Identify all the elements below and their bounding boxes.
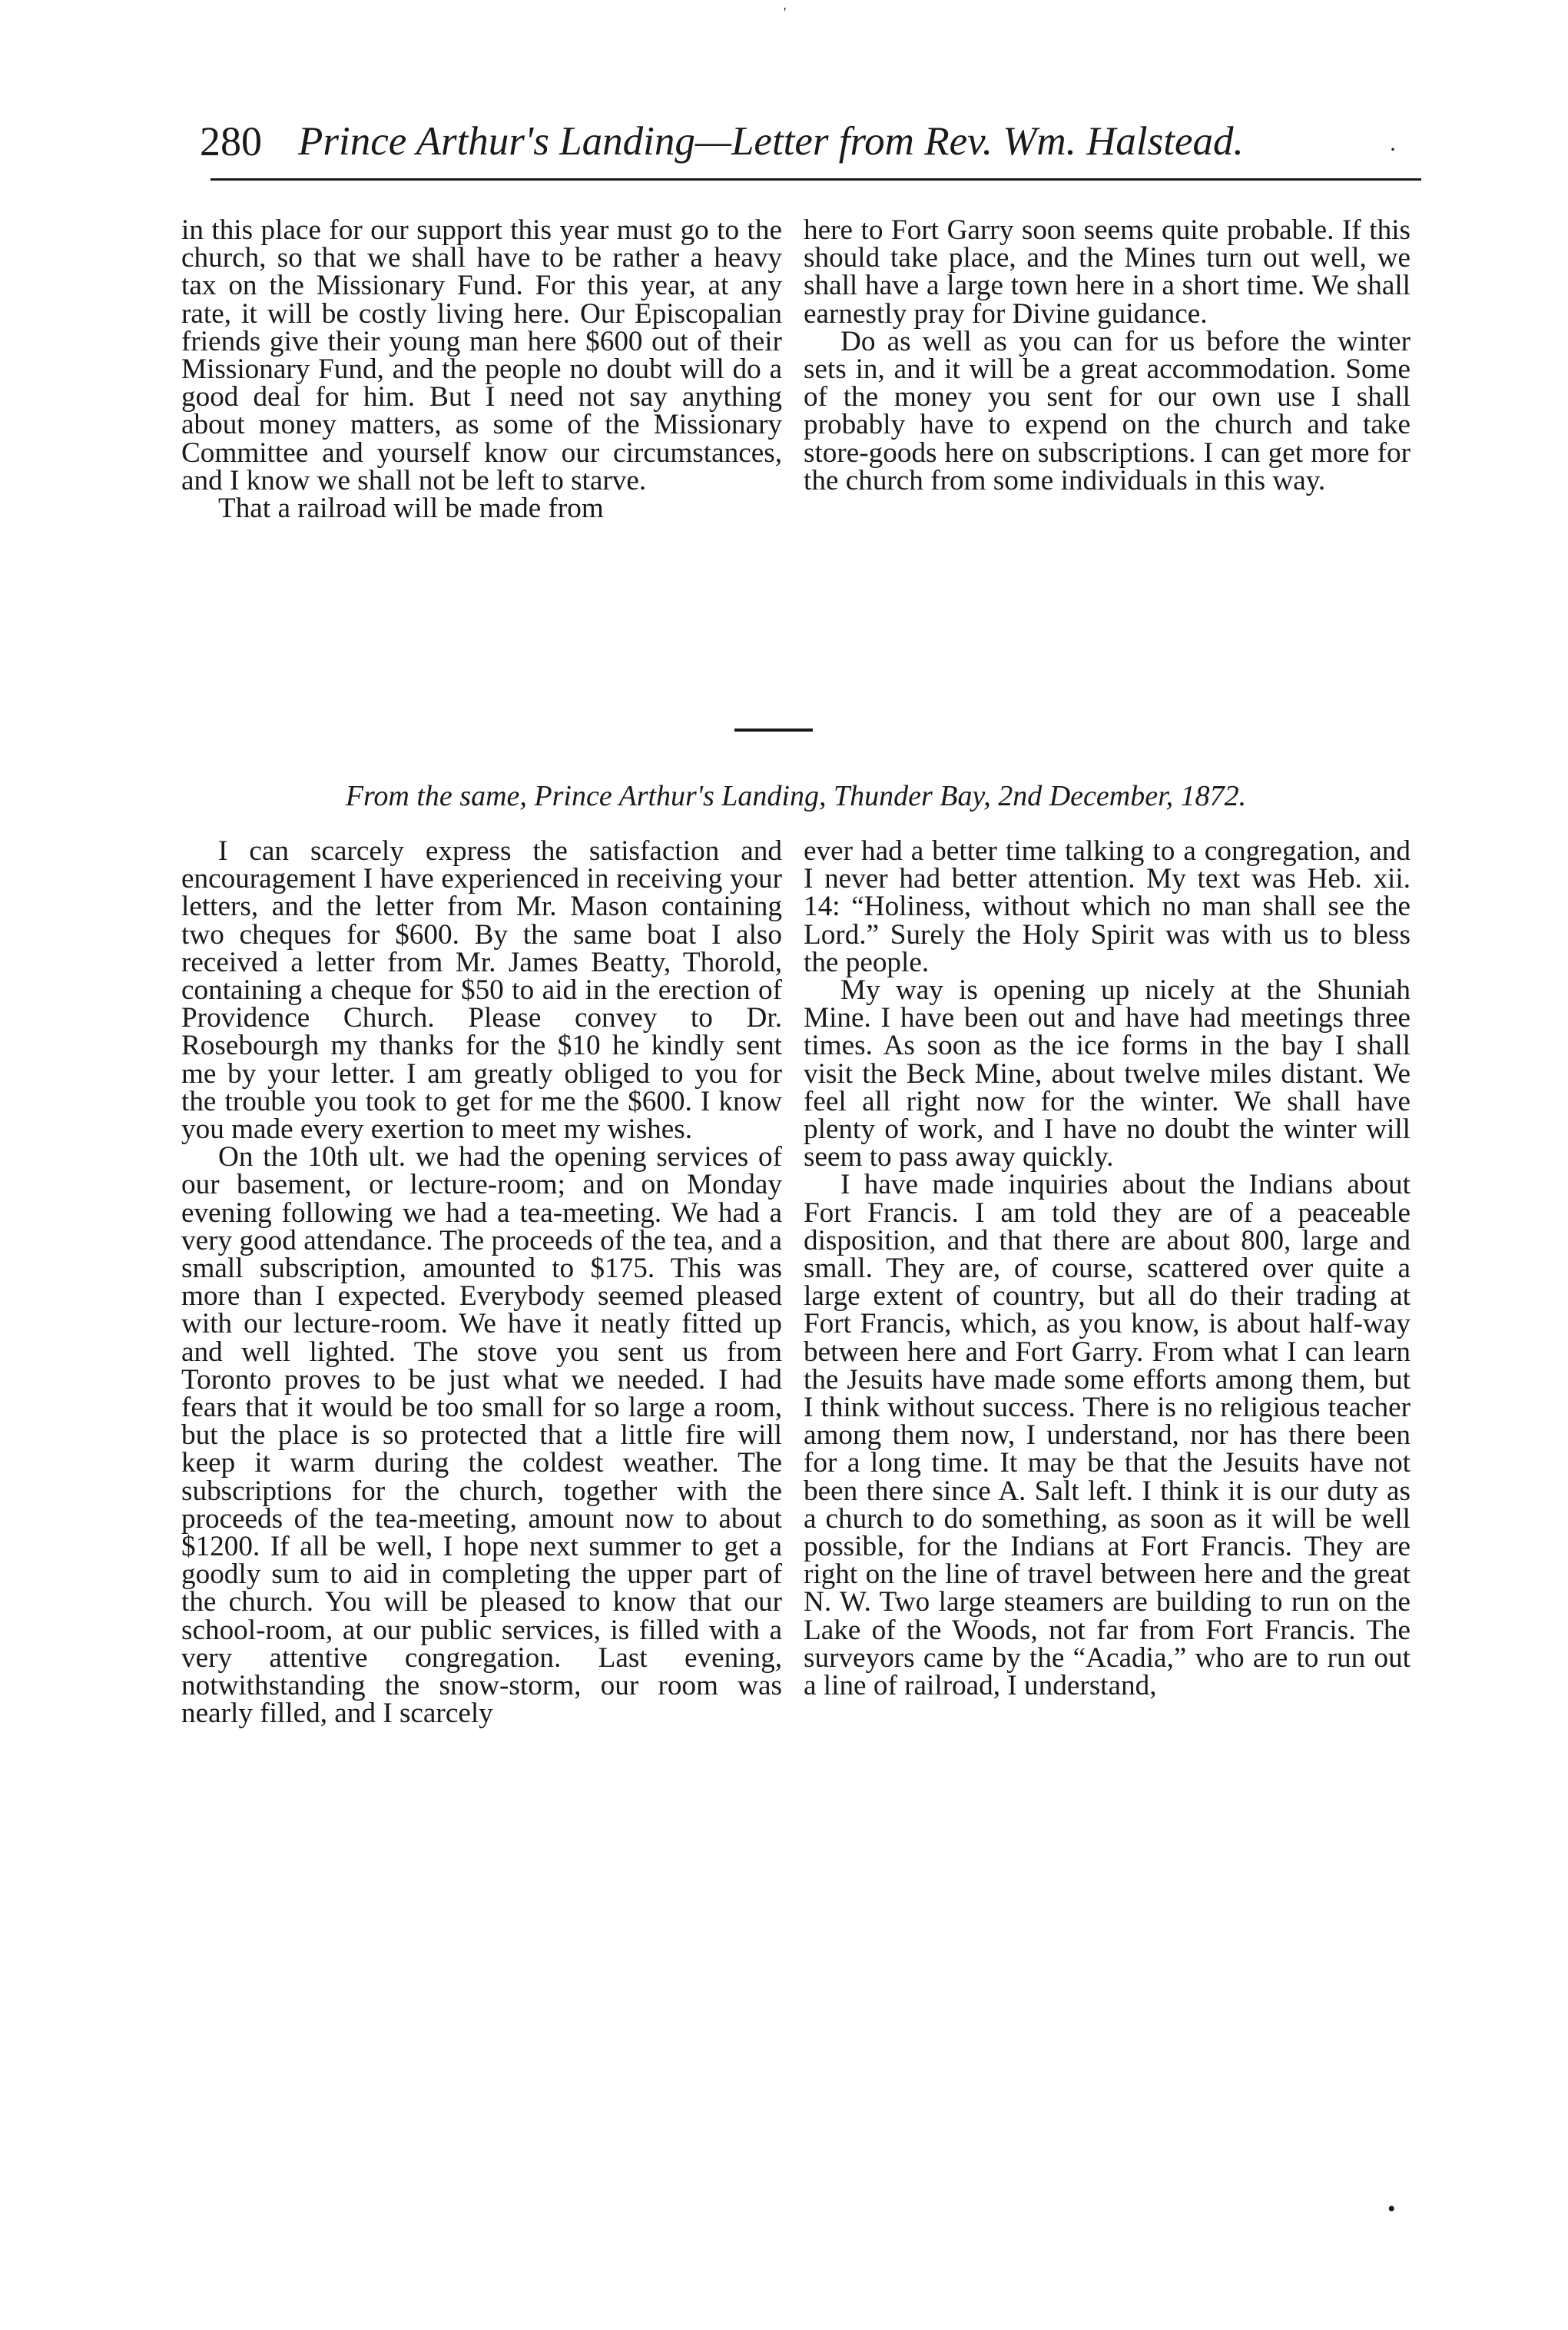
paragraph: My way is opening up nicely at the Shuniah Mine. I have been out and have had meetings three times. As soon as the ice forms in the bay I shall visit the Beck Mine, about twelve miles distant. We feel all right now for the winter. We shall have plenty of work, and I have no doubt the winter will seem to pass away quickly. bbox=[804, 974, 1411, 1173]
top-right-column bbox=[804, 214, 1411, 496]
header-dot: · bbox=[1389, 137, 1397, 162]
paragraph: That a railroad will be made from bbox=[218, 493, 604, 525]
header-rule bbox=[211, 178, 1421, 181]
paragraph: I can scarcely express the satisfaction and encouragement I have experienced in receiving your letters, and the letter from Mr. Mason containing two cheques for $600. By the same boat I also received a letter from Mr. James Beatty, Thorold, containing a cheque for $50 to aid in the erection of Providence Church. Please convey to Dr. Rosebourgh my thanks for the $10 he kindly sent me by your letter. I am greatly obliged to you for the trouble you took to get for me the $600. I know you made every exertion to meet my wishes. bbox=[181, 835, 782, 1146]
page-header bbox=[200, 106, 1414, 177]
top-left-column bbox=[181, 214, 782, 525]
letter-heading: From the same, Prince Arthur's Landing, Thunder Bay, 2nd December, 1872. bbox=[345, 780, 1247, 812]
main-left-column bbox=[181, 835, 782, 1730]
corner-mark: ' bbox=[784, 5, 787, 20]
paragraph: here to Fort Garry soon seems quite probable. If this should take place, and the Mines turn out well, we shall have a large town here in a short time. We shall earnestly pray for Divine guidance. bbox=[804, 214, 1411, 330]
bottom-dot: • bbox=[1387, 2196, 1396, 2222]
section-divider bbox=[734, 729, 813, 732]
paragraph: Do as well as you can for us before the winter sets in, and it will be a great accommodation. Some of the money you sent for our own use I shall probably have to expend on the church and take store-goods here on subscriptions. I can get more for the church from some individuals in this way. bbox=[804, 325, 1411, 496]
paragraph: ever had a better time talking to a congregation, and I never had better attention. My text was Heb. xii. 14: “Holiness, without which no man shall see the Lord.” Surely the Holy Spirit was with us to bless the people. bbox=[804, 835, 1411, 978]
paragraph: On the 10th ult. we had the opening services of our basement, or lecture-room; and on Monday evening following we had a tea-meeting. We had a very good attendance. The proceeds of the tea, and a small subscription, amounted to $175. This was more than I expected. Everybody seemed pleased with our lecture-room. We have it neatly fitted up and well lighted. The stove you sent us from Toronto proves to be just what we needed. I had fears that it would be too small for so large a room, but the place is so protected that a little fire will keep it warm during the coldest weather. The subscriptions for the church, together with the proceeds of the tea-meeting, amount now to about $1200. If all be well, I hope next summer to get a goodly sum to aid in completing the upper part of the church. You will be pleased to know that our school-room, at our public services, is filled with a very attentive congregation. Last evening, notwithstanding the snow-storm, our room was nearly filled, and I scarcely bbox=[181, 1141, 782, 1730]
page-number: 280 bbox=[200, 118, 262, 164]
running-title: Prince Arthur's Landing—Letter from Rev. Wm. Halstead. bbox=[298, 119, 1244, 164]
paragraph: in this place for our support this year must go to the church, so that we shall have to be rather a heavy tax on the Missionary Fund. For this year, at any rate, it will be costly living here. Our Episcopalian friends give their young man here $600 out of their Missionary Fund, and the people no doubt will do a good deal for him. But I need not say anything about money matters, as some of the Missionary Committee and yourself know our circumstances, and I know we shall not be left to starve. bbox=[181, 214, 782, 496]
paragraph: I have made inquiries about the Indians about Fort Francis. I am told they are of a peaceable disposition, and that there are about 800, large and small. They are, of course, scattered over quite a large extent of country, but all do their trading at Fort Francis, which, as you know, is about half-way between here and Fort Garry. From what I can learn the Jesuits have made some efforts among them, but I think without success. There is no religious teacher among them now, I understand, nor has there been for a long time. It may be that the Jesuits have not been there since A. Salt left. I think it is our duty as a church to do something, as soon as it will be well possible, for the Indians at Fort Francis. They are right on the line of travel between here and the great N. W. Two large steamers are building to run on the Lake of the Woods, not far from Fort Francis. The surveyors came by the “Acadia,” who are to run out a line of railroad, I understand, bbox=[804, 1169, 1411, 1702]
main-right-column bbox=[804, 835, 1411, 1702]
